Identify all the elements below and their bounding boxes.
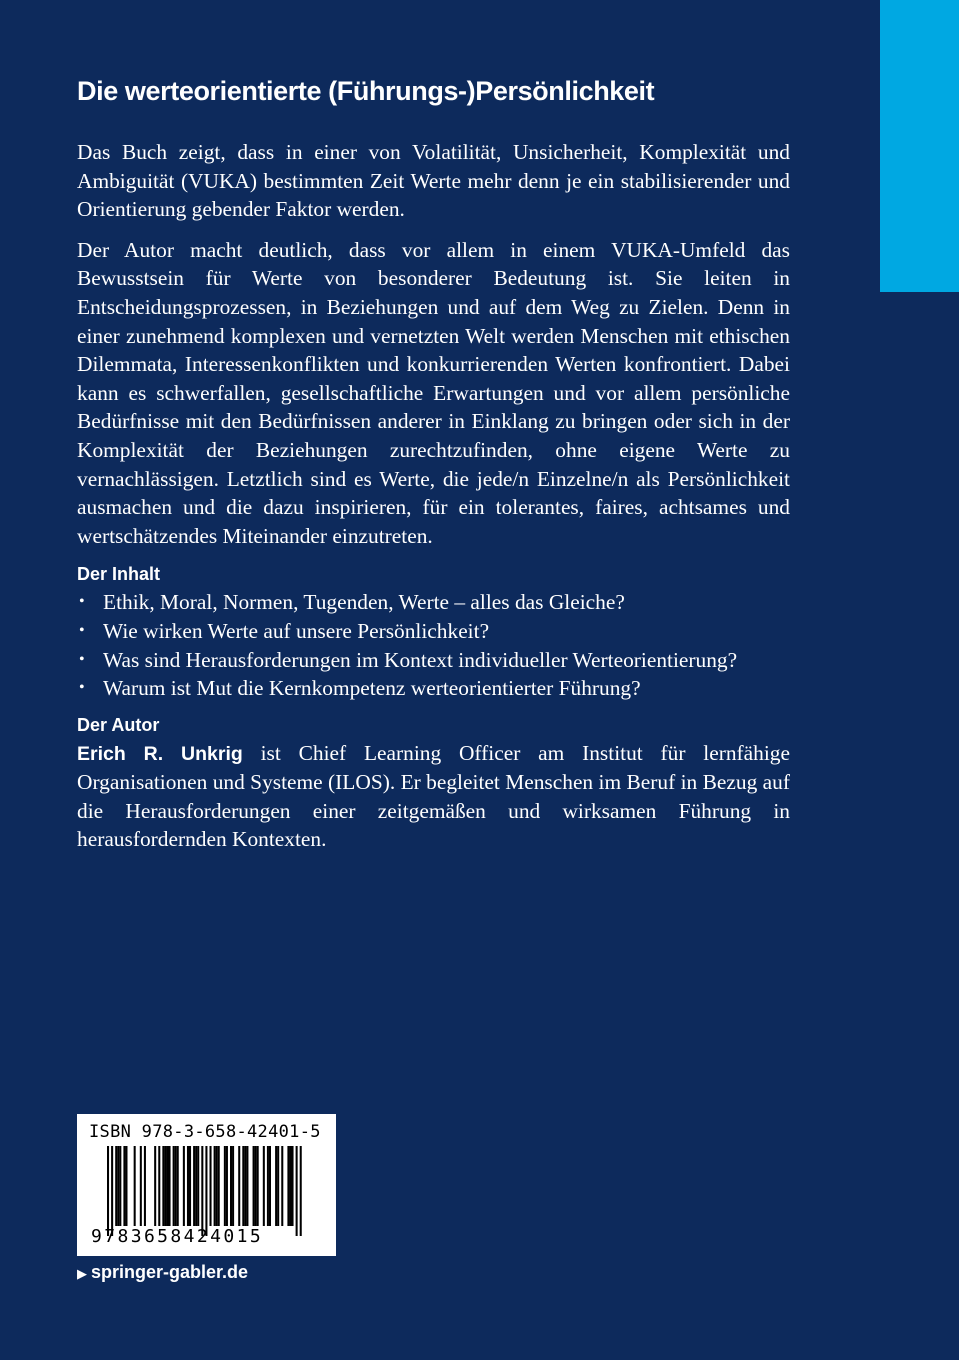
barcode-bar (187, 1146, 189, 1226)
barcode-bar (257, 1146, 259, 1226)
barcode-bar (117, 1146, 119, 1226)
barcode-bar (210, 1146, 212, 1226)
barcode-bar (296, 1146, 298, 1236)
barcode-bar (246, 1146, 248, 1226)
barcode-bar (177, 1146, 179, 1226)
publisher-link[interactable] (77, 1262, 248, 1283)
barcode-bar (214, 1146, 216, 1226)
bullet-icon: • (79, 621, 85, 639)
barcode-bar (144, 1146, 146, 1226)
bullet-icon: • (79, 650, 85, 668)
bullet-icon: • (79, 679, 85, 697)
barcode-bar (232, 1146, 234, 1226)
barcode-bar (175, 1146, 177, 1226)
barcode-bar (183, 1146, 185, 1226)
accent-bar (880, 0, 959, 292)
barcode-bar (166, 1146, 168, 1226)
list-item: • Ethik, Moral, Normen, Tugenden, Werte – alles das Gleiche? (77, 588, 790, 617)
bullet-icon: • (79, 593, 85, 611)
barcode-bar (173, 1146, 175, 1226)
barcode-bar (115, 1146, 117, 1226)
barcode-bar (263, 1146, 265, 1226)
barcode-bar (125, 1146, 127, 1226)
intro-paragraph: Das Buch zeigt, dass in einer von Volatilität, Unsicherheit, Komplexität und Ambiguität (VUKA) bestimmten Zeit Werte mehr denn je ein stabilisierender und Orientierung gebender Faktor werden. (77, 140, 790, 222)
barcode-bar (253, 1146, 255, 1226)
description-paragraph: Der Autor macht deutlich, dass vor allem in einem VUKA-Umfeld das Bewusstsein für Werte von besonderer Bedeutung ist. Sie leiten in Entscheidungsprozessen, in Beziehungen und auf dem Weg zu Zielen. Denn in einer zunehmend komplexen und vernetzten Welt werden Menschen mit ethischen Dilemmata, Interessenkonflikten und konkurrierenden Werten konfrontiert. Dabei kann es schwerfallen, gesellschaftliche Erwartungen und vor allem persönliche Bedürfnisse mit den Bedürfnissen anderer in Einklang zu bringen oder sich in der Komplexität der Beziehungen zurechtzufinden, ohne eigene Werte zu vernachlässigen. Letztlich sind es Werte, die jede/n Einzelne/n als Persönlichkeit ausmachen und die dazu inspirieren, für ein tolerantes, faires, achtsames und wertschätzendes Miteinander einzutreten. (77, 237, 790, 548)
publisher-link-text: springer-gabler.de (91, 1262, 249, 1282)
barcode-bar (158, 1146, 160, 1226)
barcode-bar (164, 1146, 166, 1226)
barcode-bar (230, 1146, 232, 1226)
ean-digits: 9783658424015 (91, 1226, 264, 1247)
barcode-bar (281, 1146, 283, 1226)
barcode-bar (140, 1146, 142, 1226)
barcode-bar (195, 1146, 197, 1226)
barcode-bar (162, 1146, 164, 1226)
barcode-bar (267, 1146, 269, 1226)
isbn-label: ISBN 978-3-658-42401-5 (89, 1122, 321, 1142)
barcode-bar (244, 1146, 246, 1226)
barcode-bar (169, 1146, 171, 1226)
barcode-bar (201, 1146, 203, 1236)
contents-heading: Der Inhalt (77, 564, 161, 585)
barcode-bar (107, 1146, 109, 1236)
barcode-bar (292, 1146, 294, 1226)
list-item: • Wie wirken Werte auf unsere Persönlichkeit? (77, 617, 790, 646)
barcode-bar (277, 1146, 279, 1226)
isbn-barcode (77, 1114, 336, 1256)
author-name: Erich R. Unkrig (77, 742, 243, 765)
author-heading: Der Autor (77, 714, 160, 735)
contents-list (77, 588, 790, 702)
book-title: Die werteorientierte (Führungs-)Persönlichkeit (77, 76, 655, 106)
barcode-bar (224, 1146, 226, 1226)
barcode-bar (218, 1146, 220, 1226)
author-bio-text: ist Chief Learning Officer am Institut für lernfähige Organisationen und Systeme (ILOS). Er begleitet Menschen im Beruf in Bezug auf die Herausforderungen einer zeitgemäßen und wirksamen Führung in herausfordernden Kontexten. (77, 740, 790, 852)
barcode-bar (111, 1146, 113, 1236)
list-item: • Warum ist Mut die Kernkompetenz werteorientierter Führung? (77, 674, 790, 703)
barcode-bar (300, 1146, 302, 1236)
barcode-bar (275, 1146, 277, 1226)
barcode-bar (255, 1146, 257, 1226)
barcode-bar (216, 1146, 218, 1226)
barcode-bar (238, 1146, 240, 1226)
author-bio (77, 739, 790, 854)
barcode-bar (197, 1146, 199, 1226)
barcode-bar (287, 1146, 289, 1226)
barcode-bar (289, 1146, 291, 1226)
barcode-bar (205, 1146, 207, 1236)
arrow-right-icon: ▶ (77, 1266, 87, 1281)
barcode-bar (154, 1146, 156, 1226)
list-item: • Was sind Herausforderungen im Kontext individueller Werteorientierung? (77, 646, 790, 675)
barcode-bar (134, 1146, 136, 1226)
barcode-bar (189, 1146, 191, 1226)
barcode-bar (242, 1146, 244, 1226)
barcode-bar (119, 1146, 121, 1226)
barcode-bar (226, 1146, 228, 1226)
barcode-bar (123, 1146, 125, 1226)
barcode-bar (193, 1146, 195, 1226)
barcode-bar (269, 1146, 271, 1226)
back-cover-content (77, 70, 790, 866)
